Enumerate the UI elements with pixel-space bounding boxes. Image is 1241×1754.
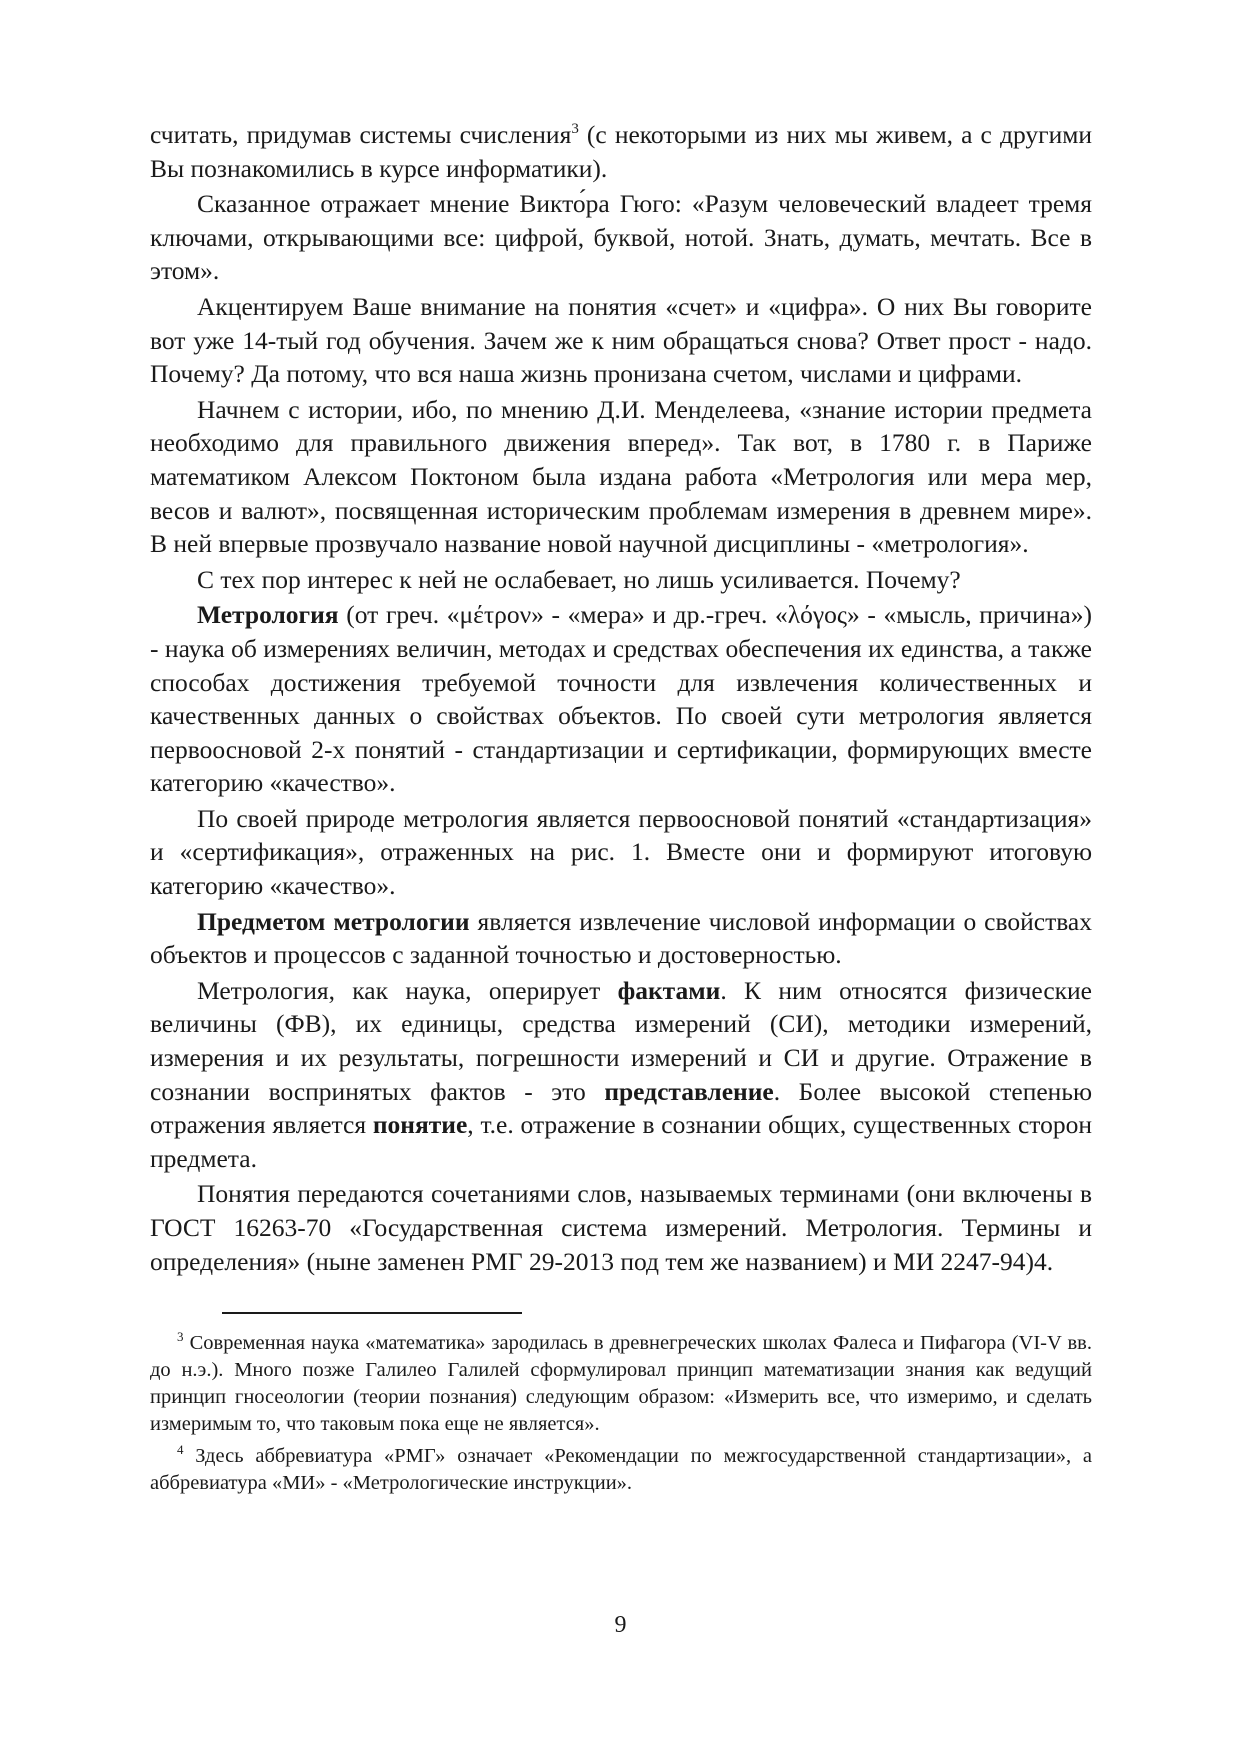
footnote-3-text: Современная наука «математика» зародилась в древнегреческих школах Фалеса и Пифагора (VI-V вв. до н.э.). Много позже Галилео Галилей сформулировал принцип математизации знания как ведущий принцип гносеологии (теории познания) следующим образом: «Измерить все, что измеримо, и сделать измеримым то, что таковым пока еще не является». xyxy=(150,1332,1092,1436)
paragraph-5: С тех пор интерес к ней не ослабевает, но лишь усиливается. Почему? xyxy=(197,564,961,594)
footnote-4-number: 4 xyxy=(177,1442,184,1458)
paragraph-8 xyxy=(150,905,1092,972)
paragraph-1-text: считать, придумав системы счисления xyxy=(150,120,572,149)
paragraph-9-text-4: , т.е. отражение в сознании общих, существенных сторон предмета. xyxy=(150,1110,1092,1173)
paragraph-4: Начнем с истории, ибо, по мнению Д.И. Менделеева, «знание истории предмета необходимо для правильного движения вперед». Так вот, в 1780 г. в Париже математиком Алексом Поктоном была издана работа «Метрология или мера мер, весов и валют», посвященная историческим проблемам измерения в древнем мире». В ней впервые прозвучало название новой научной дисциплины - «метрология». xyxy=(150,394,1092,559)
paragraph-6 xyxy=(150,598,1092,800)
footnote-3 xyxy=(150,1330,1092,1438)
paragraph-1-text-cont: (с некоторыми из них мы живем, а с другими Вы познакомились в курсе информатики). xyxy=(150,120,1093,183)
paragraph-9-text-3: . Более высокой степенью отражения является xyxy=(150,1076,1092,1140)
paragraph-6-text: (от греч. «μέτρον» - «мера» и др.-греч. «λόγος» - «мысль, причина») - наука об измерениях величин, методах и средствах обеспечения их единства, а также способах достижения требуемой точности для извлечения количественных и качественных данных о свойствах объектов. По своей сути метрология является первоосновой 2-х понятий - стандартизации и сертификации, формирующих вместе категорию «качество». xyxy=(150,600,1092,798)
paragraph-2: Сказанное отражает мнение Викто́ра Гюго: «Разум человеческий владеет тремя ключами, открывающими все: цифрой, буквой, нотой. Знать, думать, мечтать. Все в этом». xyxy=(150,189,1092,286)
footnote-4 xyxy=(150,1443,1092,1497)
paragraph-3: Акцентируем Ваше внимание на понятия «счет» и «цифра». О них Вы говорите вот уже 14-тый год обучения. Зачем же к ним обращаться снова? Ответ прост - надо. Почему? Да потому, что вся наша жизнь пронизана счетом, числами и цифрами. xyxy=(150,291,1092,389)
footnote-3-number: 3 xyxy=(177,1329,184,1345)
paragraph-1 xyxy=(150,118,1092,185)
paragraph-9-text-2: . К ним относятся физические величины (ФВ), их единицы, средства измерений (СИ), методики измерений, измерения и их результаты, погрешности измерений и СИ и другие. Отражение в сознании воспринятых фактов - это xyxy=(150,975,1093,1106)
footnote-ref-3[interactable]: 3 xyxy=(571,121,579,137)
term-metrology: Метрология xyxy=(197,600,339,630)
paragraph-10: Понятия передаются сочетаниями слов, называемых терминами (они включены в ГОСТ 16263-70 «Государственная система измерений. Метрология. Термины и определения» (ныне заменен РМГ 29-2013 под тем же названием) и МИ 2247-94)4. xyxy=(150,1179,1092,1276)
footnote-separator xyxy=(222,1312,522,1314)
page-number: 9 xyxy=(614,1612,627,1638)
term-concept: понятие xyxy=(372,1110,468,1140)
paragraph-9-text: Метрология, как наука, оперирует xyxy=(197,975,618,1005)
paragraph-8-text: является извлечение числовой информации о свойствах объектов и процессов с заданной точностью и достоверностью. xyxy=(150,906,1092,970)
term-subject-of-metrology: Предметом метрологии xyxy=(197,906,470,936)
term-representation: представление xyxy=(604,1076,774,1106)
paragraph-9 xyxy=(150,974,1092,1176)
page-body xyxy=(150,118,1092,1502)
term-facts: фактами xyxy=(617,975,721,1005)
footnote-4-text: Здесь аббревиатура «РМГ» означает «Рекомендации по межгосударственной стандартизации», а аббревиатура «МИ» - «Метрологические инструкции». xyxy=(150,1445,1092,1495)
paragraph-7: По своей природе метрология является первоосновой понятий «стандартизация» и «сертификация», отраженных на рис. 1. Вместе они и формируют итоговую категорию «качество». xyxy=(150,803,1092,901)
